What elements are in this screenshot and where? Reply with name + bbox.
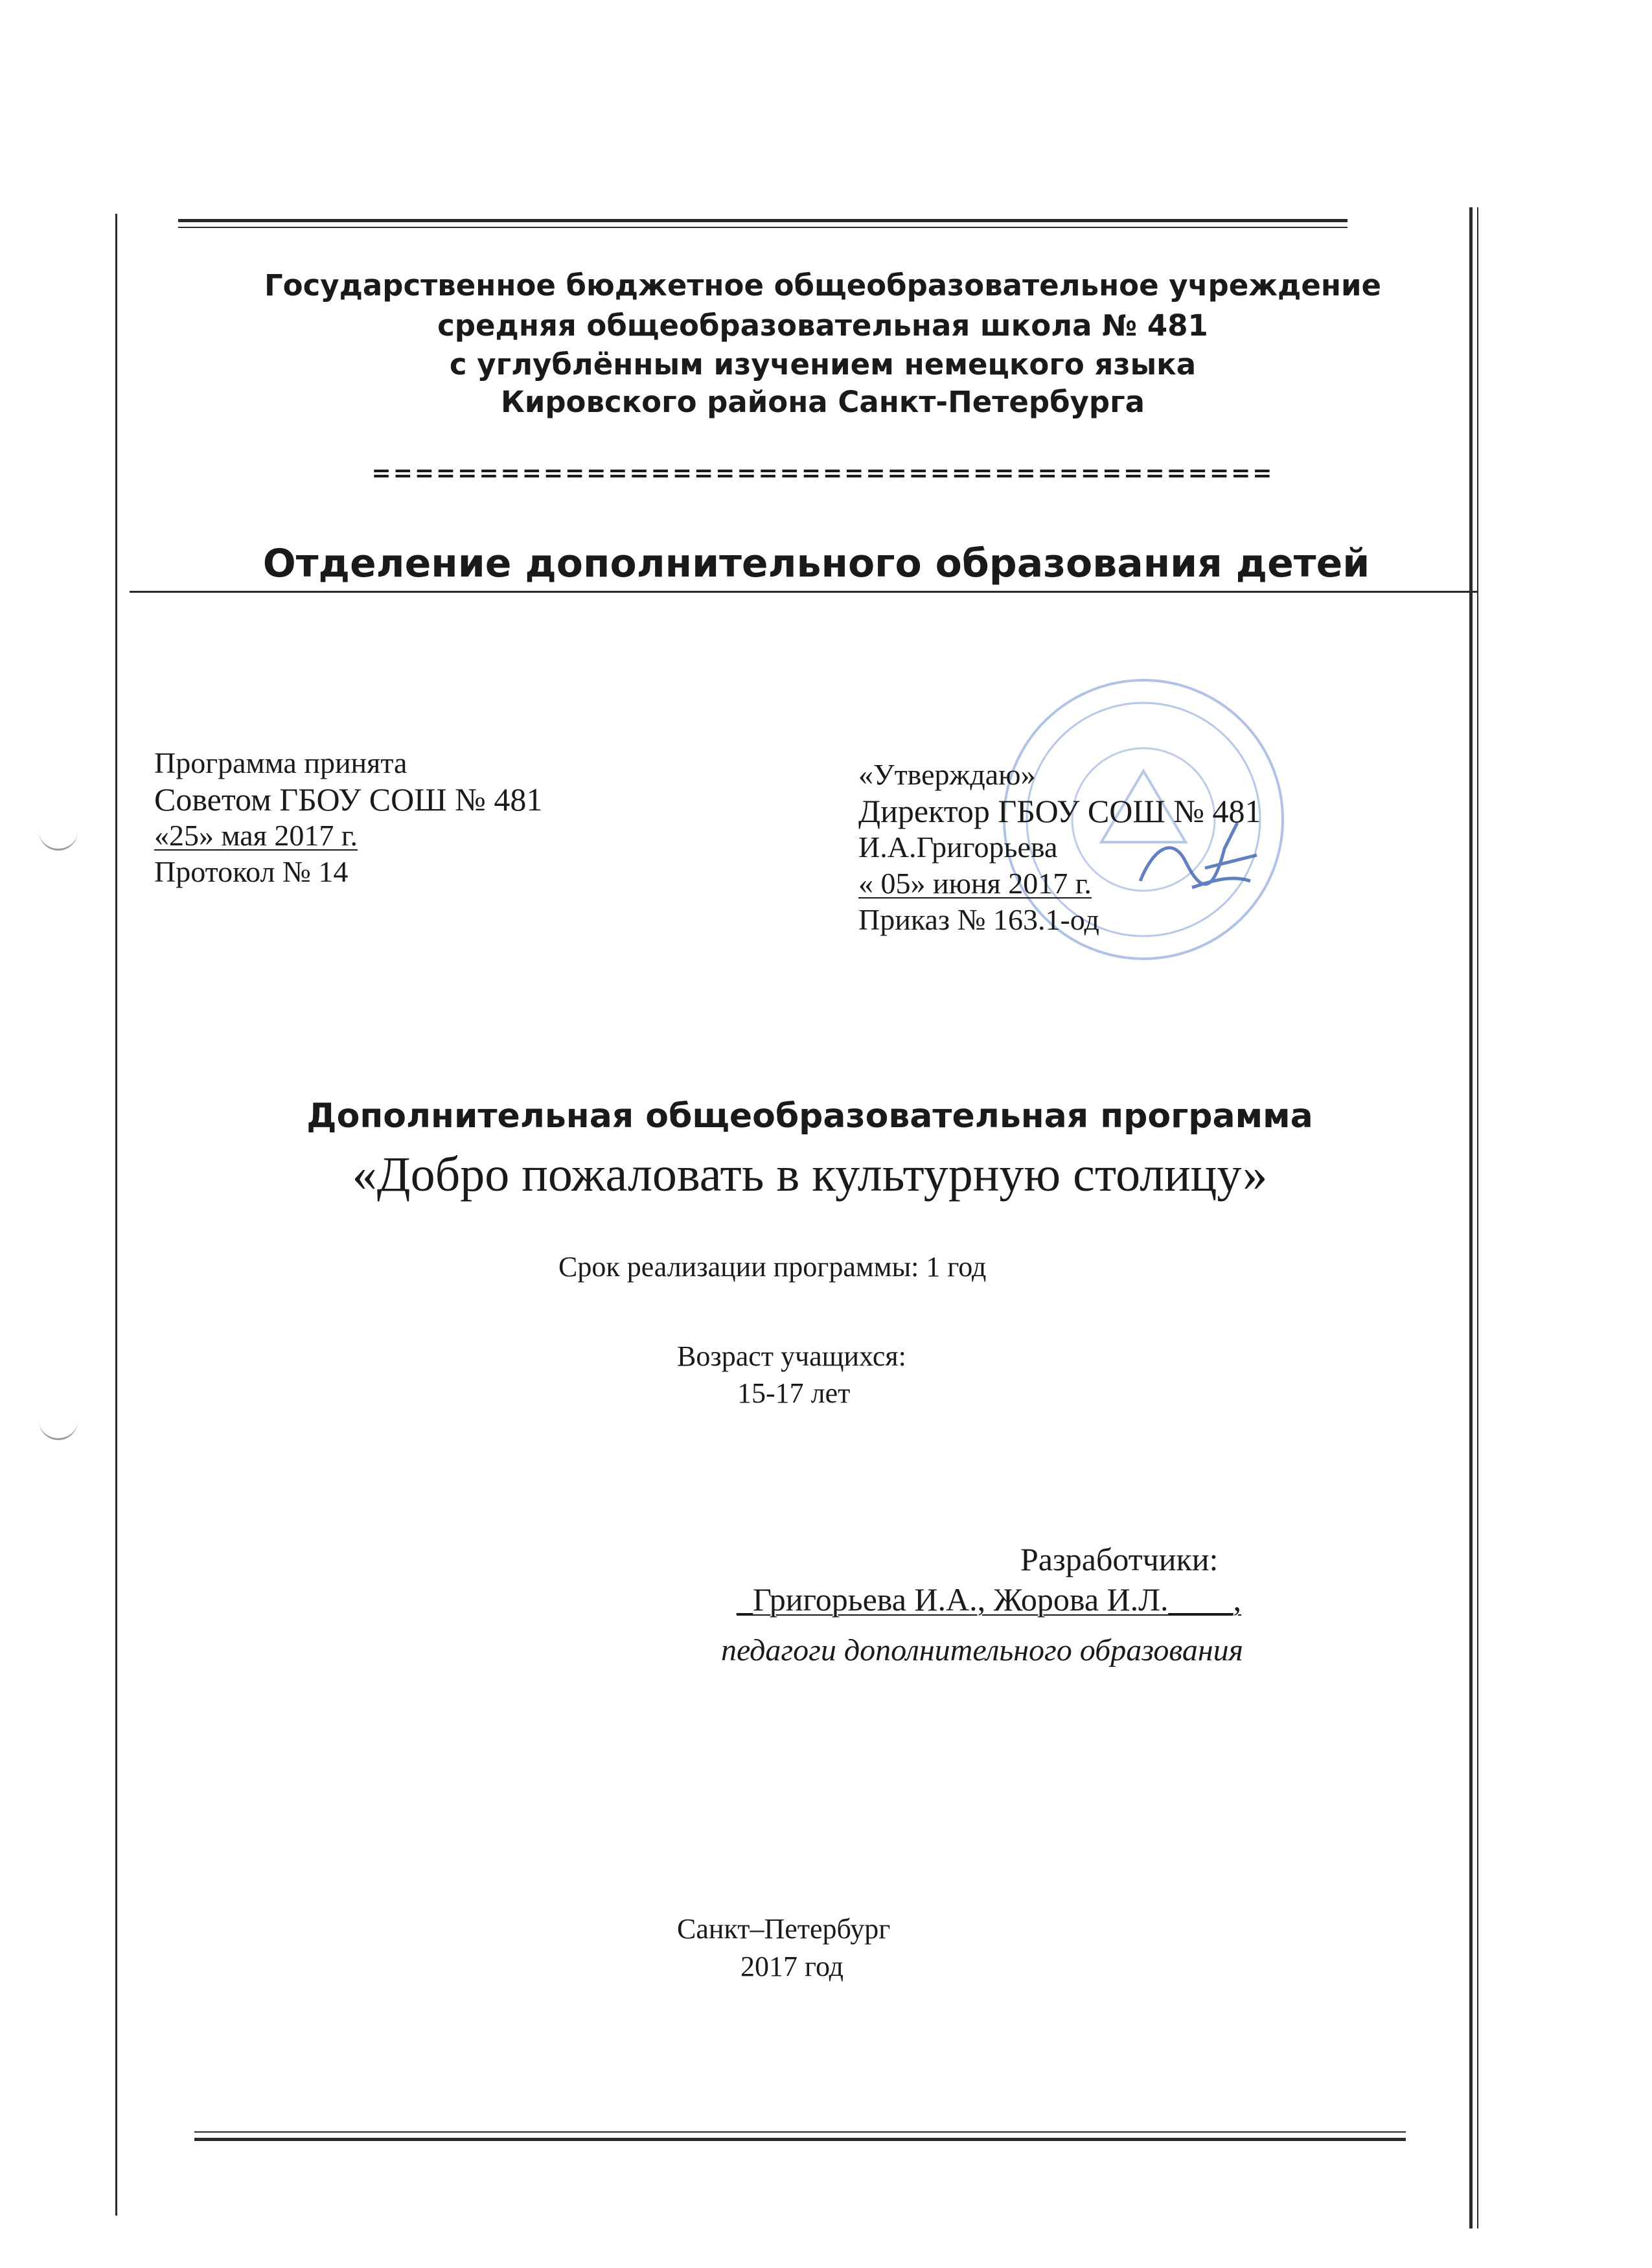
right-border-thin <box>1477 207 1478 2228</box>
bottom-rule-thin <box>194 2131 1406 2133</box>
header-separator: ========================================== <box>371 460 1274 487</box>
approval-left-line-1: Программа принята <box>154 746 407 779</box>
department-title: Отделение дополнительного образования детей <box>262 541 1370 586</box>
developers-label: Разработчики: <box>1020 1541 1219 1577</box>
approval-right-line-1: «Утверждаю» <box>858 758 1036 791</box>
approval-left <box>154 745 542 890</box>
approval-right-director-name: И.А.Григорьева <box>858 830 1058 864</box>
punch-hole-upper <box>39 823 78 851</box>
footer-year: 2017 год <box>740 1951 844 1982</box>
top-rule-thin <box>178 227 1348 228</box>
top-rule-thick <box>178 219 1348 222</box>
department-underline <box>130 591 1477 593</box>
left-border <box>115 214 117 2216</box>
developers-role: педагоги дополнительного образования <box>721 1633 1243 1667</box>
bottom-rule-thick <box>194 2138 1406 2141</box>
age-value: 15-17 лет <box>737 1377 851 1409</box>
right-border-thick <box>1469 207 1473 2228</box>
approval-left-date: «25» мая 2017 г. <box>154 819 358 852</box>
approval-left-line-2: Советом ГБОУ СОШ № 481 <box>154 781 543 818</box>
institution-line-4: Кировского района Санкт-Петербурга <box>501 385 1145 419</box>
institution-line-3: с углублённым изучением немецкого языка <box>449 347 1197 382</box>
approval-right <box>858 757 1261 938</box>
institution-line-2: средняя общеобразовательная школа № 481 <box>437 308 1208 343</box>
program-duration: Срок реализации программы: 1 год <box>558 1251 987 1283</box>
age-label: Возраст учащихся: <box>677 1340 906 1372</box>
developers-names: _Григорьева И.А., Жорова И.Л.____, <box>737 1581 1242 1618</box>
program-name: «Добро пожаловать в культурную столицу» <box>352 1147 1268 1202</box>
approval-right-position: Директор ГБОУ СОШ № 481 <box>858 793 1261 829</box>
approval-right-order: Приказ № 163.1-од <box>858 903 1099 936</box>
program-type: Дополнительная общеобразовательная программа <box>306 1097 1313 1136</box>
punch-hole-lower <box>39 1412 78 1440</box>
footer-city: Санкт–Петербург <box>677 1913 891 1945</box>
approval-right-date: « 05» июня 2017 г. <box>858 867 1092 900</box>
approval-left-protocol: Протокол № 14 <box>154 855 349 888</box>
institution-line-1: Государственное бюджетное общеобразовательное учреждение <box>264 268 1382 303</box>
